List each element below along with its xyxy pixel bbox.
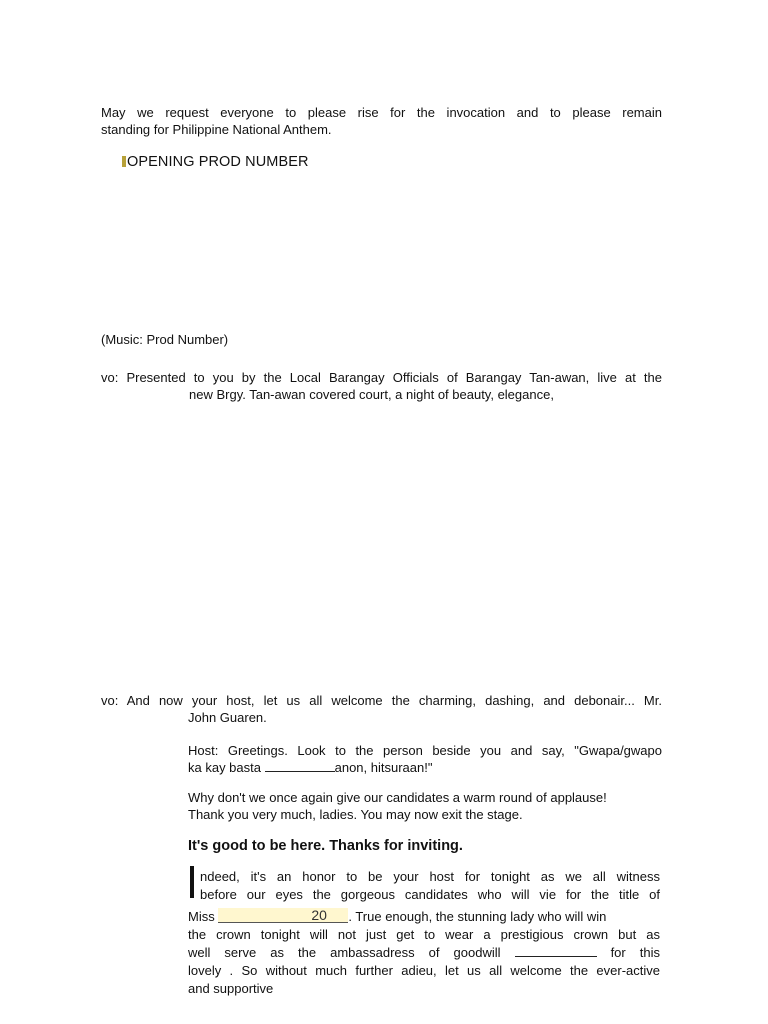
greeting-blank bbox=[265, 759, 335, 772]
indeed-line-2: before our eyes the gorgeous candidates who will vie for the title of bbox=[200, 887, 660, 902]
title-fill-field[interactable] bbox=[218, 908, 348, 923]
good-to-be-here bbox=[188, 838, 463, 855]
voiceover-1-line-2: new Brgy. Tan-awan covered court, a night of beauty, elegance, bbox=[189, 387, 554, 402]
host-greeting-line-2-post: anon, hitsuraan!" bbox=[334, 760, 433, 775]
good-to-be-here-text: It's good to be here. Thanks for inviting. bbox=[188, 838, 463, 854]
indeed-line-3-post: . True enough, the stunning lady who will win bbox=[348, 909, 607, 924]
voiceover-2-line-2: John Guaren. bbox=[188, 710, 267, 725]
voiceover-1-line-1: vo: Presented to you by the Local Barangay Officials of Barangay Tan-awan, live at the bbox=[101, 370, 662, 385]
invocation-line-2: standing for Philippine National Anthem. bbox=[101, 122, 332, 137]
list-marker-icon bbox=[122, 156, 126, 167]
applause-paragraph bbox=[188, 789, 662, 823]
indeed-line-5-pre: well serve as the ambassadress of goodwill bbox=[188, 945, 515, 960]
music-cue bbox=[101, 331, 228, 348]
host-greeting bbox=[188, 742, 662, 776]
indeed-line-6: lovely . So without much further adieu, let us all welcome the ever-active bbox=[188, 963, 660, 978]
indeed-line-4: the crown tonight will not just get to wear a prestigious crown but as bbox=[188, 927, 660, 942]
opening-heading-text: OPENING PROD NUMBER bbox=[127, 154, 309, 170]
indeed-line-3 bbox=[188, 908, 660, 926]
voiceover-1 bbox=[101, 369, 662, 403]
indeed-line-7: and supportive bbox=[188, 981, 274, 996]
indeed-paragraph bbox=[188, 868, 660, 998]
voiceover-2 bbox=[101, 692, 662, 726]
host-greeting-line-1: Host: Greetings. Look to the person beside you and say, "Gwapa/gwapo bbox=[188, 743, 662, 758]
indeed-line-5 bbox=[188, 944, 660, 962]
indeed-line-3-pre: Miss bbox=[188, 909, 219, 924]
invocation-line-1: May we request everyone to please rise for the invocation and to please remain bbox=[101, 105, 662, 120]
opening-heading bbox=[122, 154, 309, 171]
title-fill-number: 20 bbox=[311, 907, 327, 923]
goodwill-blank bbox=[515, 944, 597, 957]
host-greeting-line-2-pre: ka kay basta bbox=[188, 760, 265, 775]
indeed-line-5-post: for this bbox=[596, 945, 661, 960]
host-greeting-line-2 bbox=[188, 759, 662, 776]
voiceover-2-line-1: vo: And now your host, let us all welcome the charming, dashing, and debonair... Mr. bbox=[101, 693, 662, 708]
invocation-paragraph bbox=[101, 104, 662, 138]
applause-line-1: Why don't we once again give our candidates a warm round of applause! bbox=[188, 790, 607, 805]
applause-line-2: Thank you very much, ladies. You may now exit the stage. bbox=[188, 807, 523, 822]
indeed-line-1: ndeed, it's an honor to be your host for tonight as we all witness bbox=[200, 869, 660, 884]
music-cue-text: (Music: Prod Number) bbox=[101, 332, 229, 347]
